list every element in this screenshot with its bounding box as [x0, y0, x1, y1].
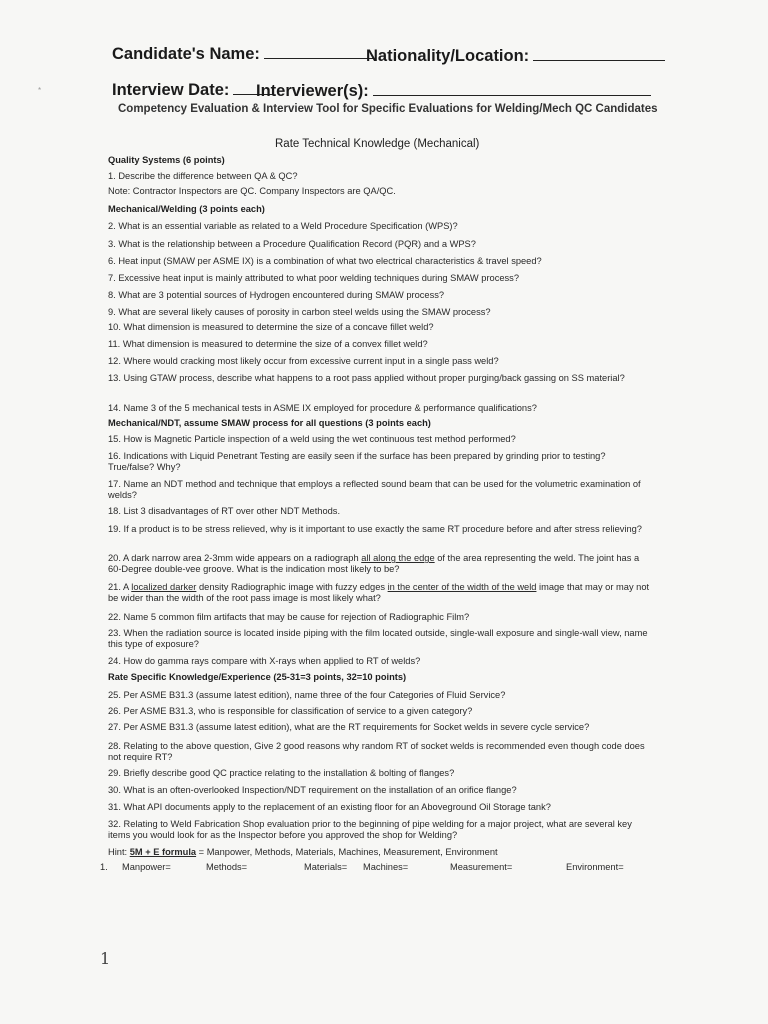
question-line — [108, 628, 653, 649]
line-text: 18. List 3 disadvantages of RT over other NDT Methods. — [108, 506, 341, 516]
question-line — [108, 186, 653, 197]
line-text: 21. A — [108, 582, 132, 592]
factor-methods: Methods= — [206, 862, 248, 872]
question-line — [108, 403, 653, 414]
line-text: 29. Briefly describe good QC practice relating to the installation & bolting of flanges? — [108, 768, 455, 778]
question-line — [108, 434, 653, 445]
section-heading — [108, 672, 653, 683]
section-heading — [108, 418, 653, 429]
question-line — [108, 582, 653, 603]
line-text: 6. Heat input (SMAW per ASME IX) is a combination of what two electrical characteristics & travel speed? — [108, 256, 542, 266]
line-text: 14. Name 3 of the 5 mechanical tests in ASME IX employed for procedure & performance qualifications? — [108, 403, 537, 413]
nationality-blank[interactable] — [533, 46, 665, 61]
question-line — [108, 479, 653, 500]
interview-date-label: Interview Date: — [112, 81, 230, 99]
line-text: 16. Indications with Liquid Penetrant Testing are easily seen if the surface has been prepared by grinding prior to testing? True/false? Why? — [108, 451, 606, 472]
line-text: 9. What are several likely causes of porosity in carbon steel welds using the SMAW process? — [108, 307, 491, 317]
question-line — [108, 741, 653, 762]
question-line — [108, 524, 653, 535]
question-line — [108, 221, 653, 232]
question-line — [108, 656, 653, 667]
factors-row-number: 1. — [100, 862, 108, 872]
interviewer-blank[interactable] — [373, 81, 651, 96]
document-subtitle: Competency Evaluation & Interview Tool for Specific Evaluations for Welding/Mech QC Candidates — [118, 103, 658, 115]
underlined-text: in the center of the width of the weld — [387, 582, 537, 592]
line-text: 11. What dimension is measured to determine the size of a convex fillet weld? — [108, 339, 428, 349]
page-number: 1 — [100, 949, 111, 968]
question-line — [108, 239, 653, 250]
line-text: 12. Where would cracking most likely occur from excessive current input in a single pass weld? — [108, 356, 499, 366]
line-text: density Radiographic image with fuzzy edges — [196, 582, 388, 592]
section-heading — [108, 204, 653, 215]
question-line — [108, 171, 653, 182]
factor-materials: Materials= — [304, 862, 348, 872]
question-line — [108, 256, 653, 267]
line-text: 10. What dimension is measured to determine the size of a concave fillet weld? — [108, 322, 434, 332]
factor-environment: Environment= — [566, 862, 624, 872]
question-line — [108, 706, 653, 717]
question-line — [108, 690, 653, 701]
underlined-text: 5M + E formula — [129, 847, 197, 857]
question-line — [108, 785, 653, 796]
line-text: 19. If a product is to be stress relieved, why is it important to use exactly the same RT procedure before and after stress relieving? — [108, 524, 642, 534]
line-text: 17. Name an NDT method and technique that employs a reflected sound beam that can be used for the volumetric examination of welds? — [108, 479, 641, 500]
line-text: 2. What is an essential variable as related to a Weld Procedure Specification (WPS)? — [108, 221, 458, 231]
underlined-text: all along the edge — [361, 553, 435, 563]
line-text: 3. What is the relationship between a Procedure Qualification Record (PQR) and a WPS? — [108, 239, 476, 249]
question-line — [108, 802, 653, 813]
question-line — [108, 506, 653, 517]
candidate-name-field[interactable] — [112, 44, 374, 64]
question-line — [108, 722, 653, 733]
question-line — [108, 290, 653, 301]
line-text: 25. Per ASME B31.3 (assume latest edition), name three of the four Categories of Fluid Service? — [108, 690, 506, 700]
nationality-label: Nationality/Location: — [366, 47, 530, 65]
candidate-name-blank[interactable] — [264, 44, 374, 59]
line-text: 24. How do gamma rays compare with X-rays when applied to RT of welds? — [108, 656, 421, 666]
line-text: Mechanical/NDT, assume SMAW process for all questions (3 points each) — [108, 418, 431, 428]
section-title: Rate Technical Knowledge (Mechanical) — [275, 138, 480, 150]
factor-measurement: Measurement= — [450, 862, 513, 872]
line-text: 27. Per ASME B31.3 (assume latest edition), what are the RT requirements for Socket welds in severe cycle service? — [108, 722, 590, 732]
line-text: 30. What is an often-overlooked Inspection/NDT requirement on the installation of an orifice flange? — [108, 785, 517, 795]
line-text: 23. When the radiation source is located inside piping with the film located outside, single-wall exposure and single-wall view, name this type of exposure? — [108, 628, 648, 649]
line-text: 31. What API documents apply to the replacement of an existing floor for an Aboveground Oil Storage tank? — [108, 802, 551, 812]
question-line — [108, 322, 653, 333]
question-line — [108, 553, 653, 574]
line-text: 8. What are 3 potential sources of Hydrogen encountered during SMAW process? — [108, 290, 445, 300]
interviewer-field[interactable] — [256, 81, 651, 101]
line-text: Quality Systems (6 points) — [108, 155, 225, 165]
line-text: 26. Per ASME B31.3, who is responsible for classification of service to a given category? — [108, 706, 473, 716]
question-line — [108, 373, 653, 384]
line-text: Mechanical/Welding (3 points each) — [108, 204, 265, 214]
section-heading — [108, 155, 653, 166]
question-line — [108, 768, 653, 779]
factor-manpower: Manpower= — [122, 862, 171, 872]
line-text: 7. Excessive heat input is mainly attributed to what poor welding techniques during SMAW process? — [108, 273, 519, 283]
line-text: image that may or may not be wider than the width of the root pass image is most likely what? — [108, 582, 650, 603]
line-text: 28. Relating to the above question, Give 2 good reasons why random RT of socket welds is recommended even though code does not require RT? — [108, 741, 645, 762]
line-text: 22. Name 5 common film artifacts that may be cause for rejection of Radiographic Film? — [108, 612, 470, 622]
line-text: Note: Contractor Inspectors are QC. Company Inspectors are QA/QC. — [108, 186, 396, 196]
question-line — [108, 307, 653, 318]
line-text: 13. Using GTAW process, describe what happens to a root pass applied without proper purging/back gassing on SS material? — [108, 373, 625, 383]
interviewer-label: Interviewer(s): — [256, 82, 369, 100]
line-text: Rate Specific Knowledge/Experience (25-31=3 points, 32=10 points) — [108, 672, 407, 682]
line-text: 15. How is Magnetic Particle inspection of a weld using the wet continuous test method performed? — [108, 434, 516, 444]
line-text: = Manpower, Methods, Materials, Machines, Measurement, Environment — [196, 847, 498, 857]
scan-speck: * — [38, 86, 42, 95]
candidate-name-label: Candidate's Name: — [112, 45, 260, 63]
interview-date-field[interactable] — [112, 80, 273, 100]
question-line — [108, 612, 653, 623]
question-line — [108, 339, 653, 350]
question-line — [108, 451, 653, 472]
nationality-field[interactable] — [366, 46, 665, 66]
line-text: Hint: — [108, 847, 130, 857]
line-text: 1. Describe the difference between QA & QC? — [108, 171, 298, 181]
question-line — [108, 273, 653, 284]
factor-machines: Machines= — [363, 862, 409, 872]
underlined-text: localized darker — [131, 582, 197, 592]
question-line — [108, 356, 653, 367]
question-line — [108, 819, 653, 840]
line-text: 32. Relating to Weld Fabrication Shop evaluation prior to the beginning of pipe welding for a major project, what are several key items you would look for as the Inspector before you approved the shop for Welding? — [108, 819, 632, 840]
question-line — [108, 847, 653, 858]
line-text: 20. A dark narrow area 2-3mm wide appears on a radiograph — [108, 553, 362, 563]
line-text: of the area representing the weld. The joint has a 60-Degree double-vee groove. What is the indication most likely to be? — [108, 553, 640, 574]
